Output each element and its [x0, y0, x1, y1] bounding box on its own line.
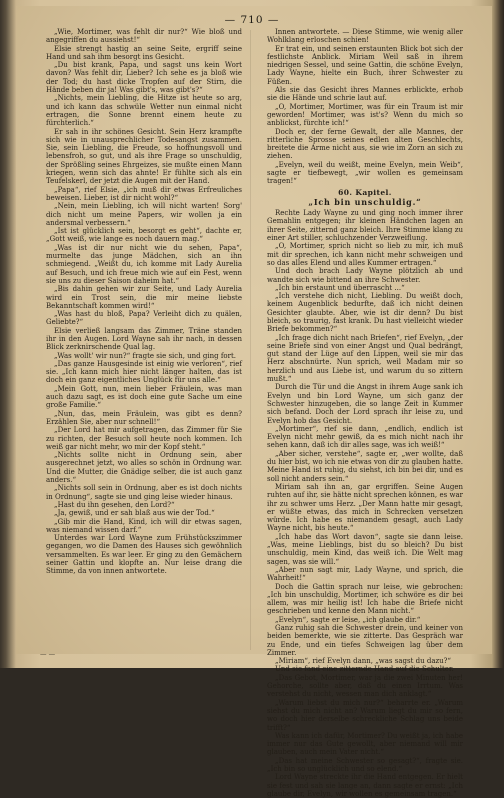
paragraph: „O, Mortimer, sprich nicht so lieb zu mir, ich muß mit dir sprechen, ich kann nicht mehr schweigen und so das alles Elend und alles Kummer ertragen.“	[267, 242, 463, 267]
paragraph: „Ist ist glücklich sein, besorgt es geht“, dachte er, „Gott weiß, wie lange es noch dauern mag.“	[46, 227, 242, 244]
paragraph: „Mortimer“, rief sie dann, „endlich, endlich ist Evelyn nicht mehr gewiß, da es mich nicht nach ihr sehen kann, daß ich dir alles sage, was ich weiß!“	[267, 424, 463, 450]
chapter-number: 60. Kapitel.	[338, 187, 392, 197]
column-gutter	[250, 30, 251, 650]
paragraph: Was kann ich dafür, Mortimer? Du weißt ja, ich habe immer nur das Gute gewollt, aber niemand will mir glauben, auch mein Vater nicht.“	[267, 731, 463, 757]
paragraph: Als sie das Gesicht ihres Mannes erblickte, erhob sie die Hände und schrie laut auf.	[267, 86, 463, 103]
paragraph: „Miriam“, rief Evelyn dann, „was sagst du dazu?“	[275, 657, 452, 666]
paragraph: „Nichts, mein Liebling, die Hitze ist heute so arg, und ich kann das schwüle Wetter nun einmal nicht ertragen, die Sonne brennt einem heute zu fürchterlich.“	[46, 94, 242, 128]
paragraph: „Gib mir die Hand, Kind, ich will dir etwas sagen, was niemand wissen darf.“	[46, 517, 242, 534]
paragraph: „Das ganze Hausgesinde ist einig wie verloren“, rief sie. „Ich kann mich hier nicht länger halten, das ist doch ein ganz eigentliches Unglück für uns alle.“	[46, 359, 242, 385]
paragraph: Unterdes war Lord Wayne zum Frühstückszimmer gegangen, wo die Damen des Hauses sich gewöhnlich versammelten. Es war leer. Er ging zu den Gemächern seiner Gattin und klopfte an. Nur leise drang die Stimme, da von innen antwortete.	[46, 534, 242, 576]
footer-mark: — —	[40, 650, 56, 658]
paragraph: „Evelyn, weil du weißt, meine Evelyn, mein Weib“, sagte er tiefbewegt, „wir wollen es gemeinsam tragen!“	[267, 160, 463, 186]
paragraph: Innen antwortete. — Diese Stimme, wie wenig aller Wohlklang erloschen schien!	[267, 28, 463, 45]
paragraph: Lord Wayne streckte ihr die Hand entgegen. Er hielt sie fest und sah sie lange an, dann sagte er ernst: „Ich glaube dir, Evelyn, wir wollen es gemeinsam tragen.“	[267, 773, 463, 798]
paragraph: „Nichts sollte nicht in Ordnung sein, aber ausgerechnet jetzt, wo alles so schön in Ordnung war. Und die Mutter, die Gnädige selber, die ist auch ganz anders.“	[46, 451, 242, 485]
paragraph: „Papa“, rief Elsie, „ich muß dir etwas Erfreuliches beweisen. Lieber, ist dir nicht wohl?“	[46, 185, 242, 202]
paragraph: „Du bist krank, Papa, und sagst uns kein Wort davon? Was fehlt dir, Lieber? Ich sehe es ja bloß wie der Tod; du hast dicke Tropfen auf der Stirn, die Hände beben dir ja! Was gibt's, was gibt's?“	[46, 61, 242, 95]
paragraph: „Ich verstehe dich nicht, Liebling. Du weißt doch, keinem Augenblick bedurfte, daß ich nicht deinen Gesichter glaubte. Aber, wie ist dir denn? Du bist bleich, so traurig, fast krank. Du hast vielleicht wieder Briefe bekommen?“	[267, 292, 463, 334]
paragraph: „Was wollt' wir nun?“ fragte sie sich, und ging fort.	[54, 351, 237, 360]
paragraph: Und sie fand eine zitternde Hand auf die Schulter.	[275, 665, 454, 674]
paragraph: „Aber nun sagt mir, Lady Wayne, und sprich, die Wahrheit!“	[267, 565, 463, 583]
paragraph: Doch die Gattin sprach nur leise, wie gebrochen: „Ich bin unschuldig, Mortimer, ich schwöre es dir bei allem, was mir heilig ist! Ich habe die Briefe nicht geschrieben und kenne den Mann nicht.“	[267, 582, 463, 616]
paragraph: „Der Lord hat mir aufgetragen, das Zimmer für Sie zu richten, der Besuch soll heute noch kommen. Ich weiß gar nicht mehr, wo mir der Kopf steht.“	[46, 426, 242, 451]
paragraph: „Ich bin erstaunt und überrascht ...“	[275, 283, 405, 292]
paragraph: Rechte Lady Wayne zu und ging noch immer ihrer Gemahlin entgegen; ihr kleinen Händchen lagen an ihrer Seite, zitternd ganz bleich. Ihre Stimme klang zu einer Art stiller, schluchzender Verzweiflung.	[267, 209, 463, 243]
chapter-title: „Ich bin unschuldig.“	[308, 196, 422, 207]
paragraph: Miriam sah ihn an, gar ergriffen. Seine Augen ruhten auf ihr, sie hätte nicht sprechen können, es war ihr zu schwer ums Herz. „Der Mann hatte mir gesagt, er wüßte etwas, das mich in Schrecken versetzen würde. Ich habe es niemandem gesagt, auch Lady Wayne nicht, bis heute.“	[267, 482, 463, 533]
paragraph: „Evelyn“, sagte er leise, „ich glaube dir.“	[275, 615, 421, 624]
left-text-column	[46, 28, 242, 660]
paragraph: „Nun, das, mein Fräulein, was gibt es denn? Erzählen Sie, aber nur schnell!“	[46, 409, 242, 426]
paragraph: Elsie strengt hastig an seine Seite, ergriff seine Hand und sah ihm besorgt ins Gesicht.	[46, 44, 242, 61]
paragraph: „Ich habe das Wort davon“, sagte sie dann leise. „Was, meine Lieblings, bist du so bleich? Du bist unschuldig, mein Kind, das weiß ich. Die Welt mag sagen, was sie will.“	[267, 532, 463, 566]
paragraph: „Mein Gott, nun, mein lieber Fräulein, was man auch dazu sagt, es ist doch eine gute Sache um eine große Familie.“	[46, 384, 242, 410]
paragraph: Er trat ein, und seinen erstaunten Blick bot sich der festlichste Anblick. Miriam Weil saß in ihrem niedrigen Sessel, und seine Gattin, die schöne Evelyn, Lady Wayne, hielte ein Buch, ihrer Schwester zu Füßen.	[267, 44, 463, 86]
paragraph: Er sah in ihr schönes Gesicht. Sein Herz krampfte sich wie in unausprechlicher Todesangst zusammen. Sie, sein Liebling, die Freude, so hoffnungsvoll und lebensfroh, so gut, und als ihre Frage so unschuldig, der Sprößling seines Ehrgeizes, sie mußte einen Mann kriegen, wenn sich das ahnte! Er fühlte sich als ein Teufelskerl, der jetzt die Augen mit der Hand.	[46, 127, 242, 186]
paragraph: „Das Gebot, Mortimer, war ja die zwei Minuten her! Gehorche, sollte aber, daß du einen Irrtum. Was verstehst du nicht, wessen man dich anklagt.“	[267, 673, 463, 699]
paragraph: „Ja, gewiß, und er sah blaß aus wie der Tod.“	[54, 509, 215, 518]
paragraph: „Warum liebst du mich nur?“ beharrte er. „Warum siehst du mich nicht an? Warum liegt du mir so fern, wo doch hier derselbe schreckliche Schlag uns beide trifft?“	[267, 698, 463, 732]
paragraph: „Bis dahin gehen wir zur Seite, und Lady Aurelia wird ein Trost sein, die mir meine liebste Bekanntschaft kommen wird!“	[46, 285, 242, 310]
paragraph: „Aber sicher, verstehe“, sagte er, „wer wollte, daß du hier bist, wo ich nie etwas von dir zu glauben hatte. Meine Hand ist ruhig, du siehst, ich bin bei dir, und es soll nicht anders sein.“	[267, 449, 463, 483]
paragraph: „Wie, Mortimer, was fehlt dir nur?“ Wie bloß und angegriffen du aussiehst!“	[46, 28, 242, 45]
paragraph: Ganz ruhig sah die Schwester drein, und keiner von beiden bemerkte, wie sie zitterte. Das Gespräch war zu Ende, und ein tiefes Schweigen lag über dem Zimmer.	[267, 623, 463, 657]
paragraph: Und doch brach Lady Wayne plötzlich ab und wandte sich wie bittend an ihre Schwester.	[267, 267, 463, 284]
right-text-column	[267, 28, 463, 798]
paragraph: „Das hat meine Schwester so gesagt?“, fragte sie. „Ich bin so unglücklich und so elend.“	[267, 756, 463, 774]
paragraph: Durch die Tür und die Angst in ihrem Auge sank ich Evelyn und bin Lord Wayne, um sich ganz der Schwester hinzugeben, die so lange Zeit in Kummer sich befand. Doch der Lord sprach ihr leise zu, und Evelyn hob das Gesicht.	[267, 383, 463, 425]
paragraph: „Nein, mein Liebling, ich will nicht warten! Sorg' dich nicht um meine Papers, wir wollen ja ein andersmal verbessern.“	[46, 202, 242, 227]
paragraph: „Hast du ihn gesehen, den Lord?“	[54, 500, 175, 509]
paragraph: Elsie verließ langsam das Zimmer, Träne standen ihr in den Augen. Lord Wayne sah ihr nach, in dessen Blick zerknirschende Qual lag.	[46, 326, 242, 352]
paragraph: „Nichts soll sein in Ordnung, aber es ist doch nichts in Ordnung“, sagte sie und ging leise wieder hinaus.	[46, 484, 242, 501]
paragraph: „Was ist dir nur nicht wie du sehen, Papa“, murmelte das junge Mädchen, sich an ihn schmiegend. „Weißt du, ich komme mit Lady Aurelia auf Besuch, und ich freue mich wie auf ein Fest, wenn sie uns zu dieser Saison daheim hat.“	[46, 243, 242, 285]
paragraph: „Was hast du bloß, Papa? Verleiht dich zu quälen, Geliebte?“	[46, 310, 242, 327]
paragraph: Doch er, der ferne Gewalt, der alle Mannes, der ritterliche Sprosse seines edlen alten Geschlechts, breitete die Arme nicht aus, sie wie im Zorn an sich zu ziehen.	[267, 127, 463, 161]
page-number: — 710 —	[224, 14, 280, 26]
paragraph: „O, Mortimer, Mortimer, was für ein Traum ist mir geworden! Mortimer, was ist's? Wenn du mich so anblickst, fürchte ich!“	[267, 102, 463, 128]
paragraph: „Ich frage dich nicht nach Briefen“, rief Evelyn, „der seine Briefe sind von einer Angst und Qual bedrängt, gut stand der Lüge auf den Lippen, weil sie mir das Herz abschnürte. Nun sprich, weil Madam mir so herzlich und aus Liebe ist, und warum du so zittern mußt.“	[267, 333, 463, 384]
